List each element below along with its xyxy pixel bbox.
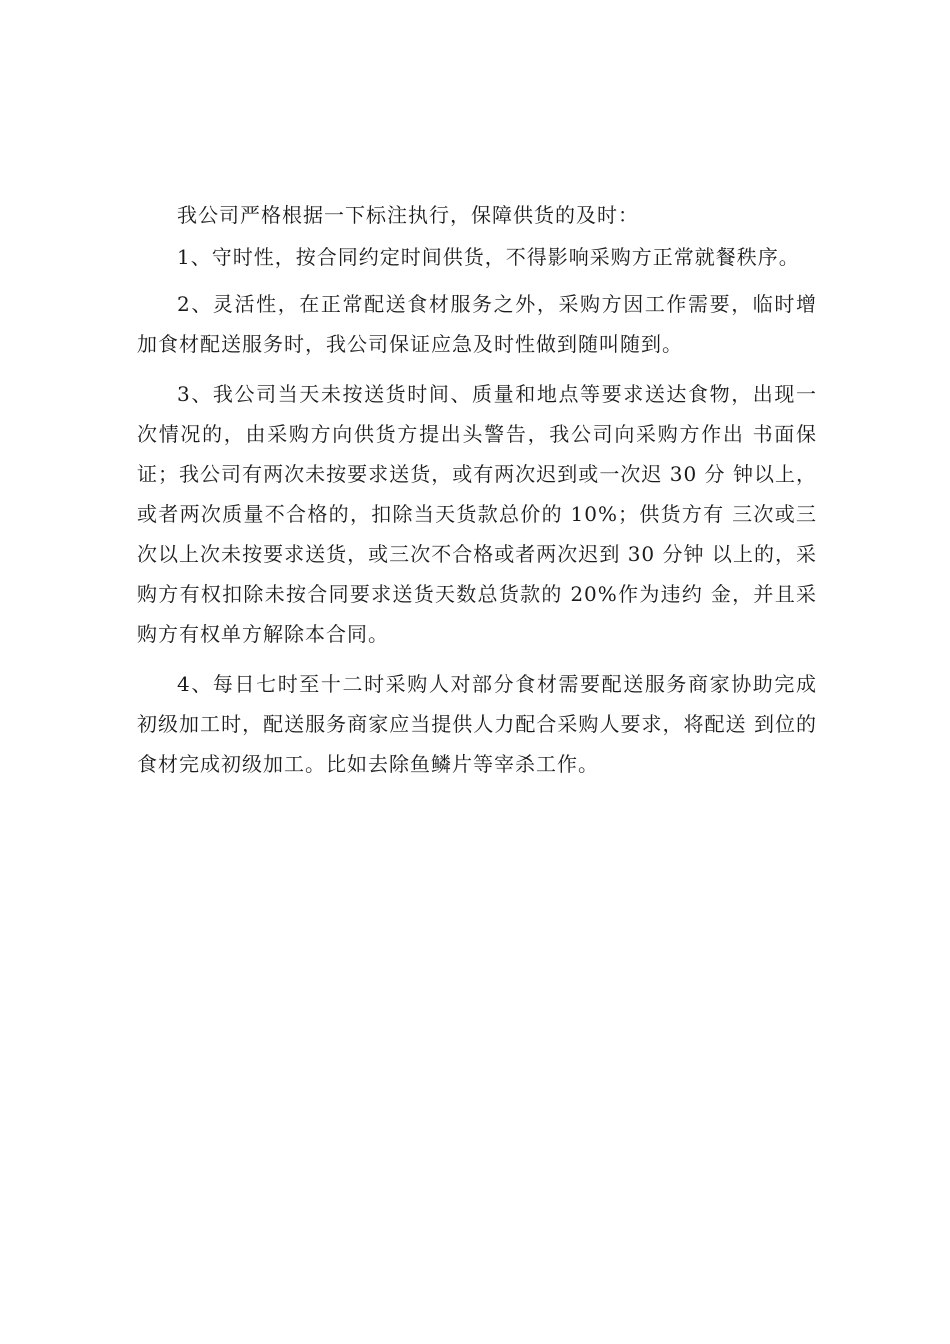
clause-2-flexibility: 2、灵活性，在正常配送食材服务之外，采购方因工作需要，临时增加食材配送服务时，我公司保证应急及时性做到随叫随到。 bbox=[137, 292, 817, 356]
clause-1-punctuality: 1、守时性，按合同约定时间供货，不得影响采购方正常就餐秩序。 bbox=[177, 245, 800, 269]
intro-paragraph: 我公司严格根据一下标注执行，保障供货的及时： bbox=[177, 203, 639, 227]
clause-3-penalties: 3、我公司当天未按送货时间、质量和地点等要求送达食物，出现一次情况的，由采购方向供货方提出头警告，我公司向采购方作出 书面保证；我公司有两次未按要求送货，或有两次迟到或一次迟 30 分 钟以上，或者两次质量不合格的，扣除当天货款总价的 10%；供货方有 三次或三次以上次未按要求送货，或三次不合格或者两次迟到 30 分钟 以上的，采购方有权扣除未按合同要求送货天数总货款的 20%作为违约 金，并且采购方有权单方解除本合同。 bbox=[137, 382, 817, 646]
clause-4-processing: 4、每日七时至十二时采购人对部分食材需要配送服务商家协助完成初级加工时，配送服务商家应当提供人力配合采购人要求，将配送 到位的食材完成初级加工。比如去除鱼鳞片等宰杀工作。 bbox=[137, 672, 817, 776]
document-body bbox=[137, 200, 817, 784]
